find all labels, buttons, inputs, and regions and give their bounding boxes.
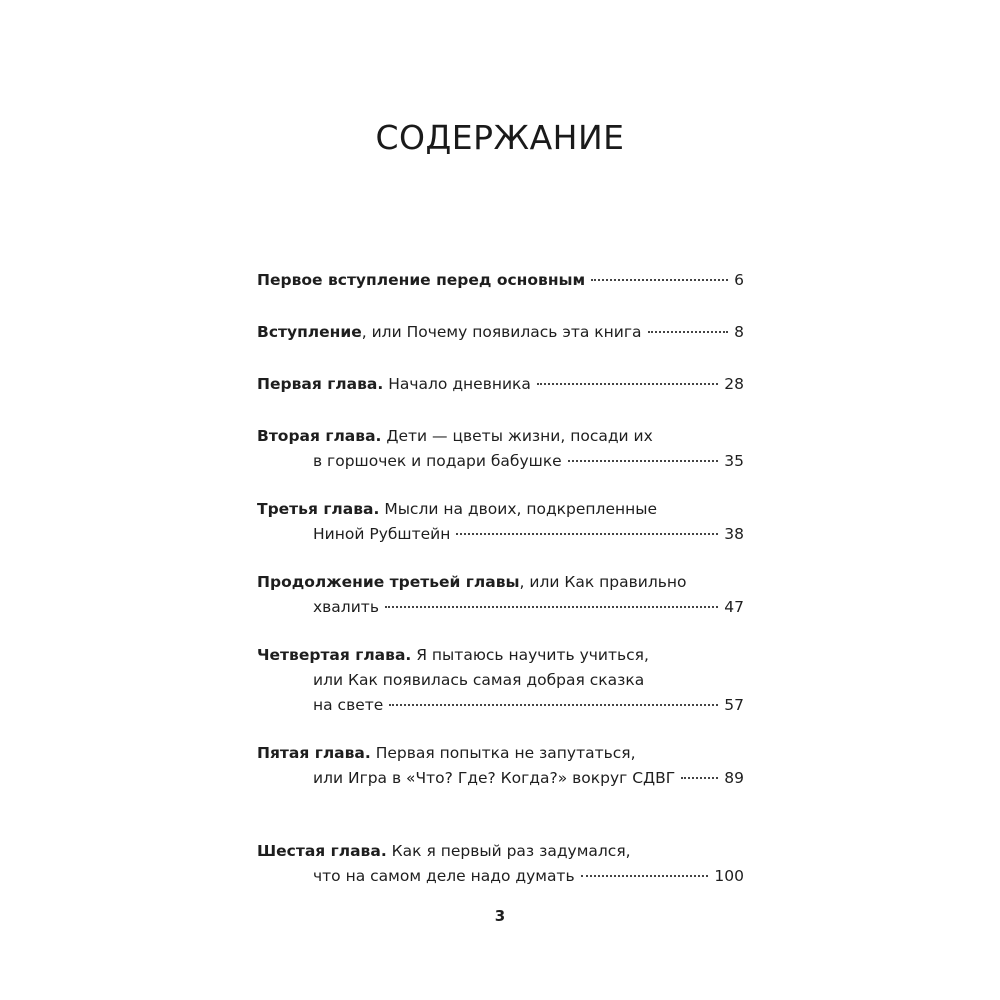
toc-entry-text bbox=[257, 424, 653, 449]
dot-leader bbox=[568, 460, 719, 462]
toc-page-number: 89 bbox=[724, 769, 744, 787]
toc-line bbox=[257, 268, 744, 293]
toc-entry-text bbox=[257, 643, 649, 668]
toc-entry-text bbox=[257, 268, 585, 293]
toc-entry-subtitle: хвалить bbox=[313, 598, 379, 616]
toc-entry-subtitle: , или Как правильно bbox=[519, 573, 687, 591]
toc-entry-subtitle: Как я первый раз задумался, bbox=[386, 842, 631, 860]
toc-line bbox=[257, 372, 744, 397]
toc-line bbox=[257, 643, 744, 668]
toc-line bbox=[257, 741, 744, 766]
toc-entry-text bbox=[313, 864, 575, 889]
toc-page-number: 57 bbox=[724, 696, 744, 714]
toc-entry-heading: Пятая глава. bbox=[257, 744, 371, 762]
toc-entry-text bbox=[257, 372, 531, 397]
toc-entry-text bbox=[313, 766, 675, 791]
toc-line bbox=[257, 668, 744, 693]
toc-line bbox=[257, 320, 744, 345]
toc-entry bbox=[257, 372, 744, 397]
toc-page-number: 6 bbox=[734, 271, 744, 289]
toc-entry-heading: Четвертая глава. bbox=[257, 646, 412, 664]
toc-page-number: 8 bbox=[734, 323, 744, 341]
dot-leader bbox=[581, 875, 709, 877]
toc-page-number: 38 bbox=[724, 525, 744, 543]
toc-entry-text bbox=[313, 522, 450, 547]
toc-entry bbox=[257, 320, 744, 345]
toc-entry-subtitle: в горшочек и подари бабушке bbox=[313, 452, 562, 470]
toc-page-number: 28 bbox=[724, 375, 744, 393]
toc-entry-text bbox=[257, 320, 642, 345]
toc-entry-subtitle: или Как появилась самая добрая сказка bbox=[313, 671, 645, 689]
toc-entry bbox=[257, 741, 744, 791]
toc-entry-heading: Вторая глава. bbox=[257, 427, 382, 445]
toc-entry bbox=[257, 570, 744, 620]
page-number: 3 bbox=[494, 907, 506, 925]
page-title: СОДЕРЖАНИЕ bbox=[375, 118, 625, 157]
toc-line bbox=[257, 449, 744, 474]
dot-leader bbox=[385, 606, 718, 608]
toc-entry-subtitle: что на самом деле надо думать bbox=[313, 867, 575, 885]
toc-entry-subtitle: , или Почему появилась эта книга bbox=[361, 323, 642, 341]
dot-leader bbox=[389, 704, 718, 706]
dot-leader bbox=[681, 777, 718, 779]
toc-entry-text bbox=[257, 839, 631, 864]
toc-entry bbox=[257, 268, 744, 293]
toc-entry-text bbox=[313, 449, 562, 474]
toc-line bbox=[257, 864, 744, 889]
toc-line bbox=[257, 424, 744, 449]
dot-leader bbox=[648, 331, 729, 333]
toc-line bbox=[257, 693, 744, 718]
toc-entry-heading: Первое вступление перед основным bbox=[257, 271, 586, 289]
toc-line bbox=[257, 839, 744, 864]
toc-entry-heading: Шестая глава. bbox=[257, 842, 387, 860]
toc-entry-subtitle: Мысли на двоих, подкрепленные bbox=[379, 500, 658, 518]
toc-entry-subtitle: Ниной Рубштейн bbox=[313, 525, 451, 543]
toc-entry-subtitle: Начало дневника bbox=[383, 375, 531, 393]
toc-entry-text bbox=[313, 595, 379, 620]
toc-entry-text bbox=[313, 668, 644, 693]
toc-entry-subtitle: Я пытаюсь научить учиться, bbox=[411, 646, 649, 664]
toc-line bbox=[257, 595, 744, 620]
toc-entry-subtitle: или Игра в «Что? Где? Когда?» вокруг СДВГ bbox=[313, 769, 676, 787]
toc-entry-text bbox=[257, 741, 636, 766]
toc-entry-text bbox=[257, 497, 657, 522]
toc-line bbox=[257, 766, 744, 791]
toc-entry bbox=[257, 839, 744, 889]
dot-leader bbox=[456, 533, 718, 535]
toc-page-number: 100 bbox=[714, 867, 744, 885]
toc-entry-heading: Продолжение третьей главы bbox=[257, 573, 520, 591]
dot-leader bbox=[537, 383, 718, 385]
toc-entry bbox=[257, 497, 744, 547]
toc-entry bbox=[257, 424, 744, 474]
toc-entry-text bbox=[313, 693, 383, 718]
toc-entry-text bbox=[257, 570, 687, 595]
dot-leader bbox=[591, 279, 728, 281]
toc-entry-subtitle: Дети — цветы жизни, посади их bbox=[381, 427, 653, 445]
toc-entry-subtitle: на свете bbox=[313, 696, 384, 714]
toc-line bbox=[257, 497, 744, 522]
toc-entry-heading: Вступление bbox=[257, 323, 362, 341]
toc-entry-heading: Первая глава. bbox=[257, 375, 384, 393]
toc-line bbox=[257, 570, 744, 595]
toc-entry-subtitle: Первая попытка не запутаться, bbox=[370, 744, 636, 762]
toc-entry bbox=[257, 643, 744, 718]
toc-entry-heading: Третья глава. bbox=[257, 500, 380, 518]
toc-page-number: 47 bbox=[724, 598, 744, 616]
toc-page-number: 35 bbox=[724, 452, 744, 470]
toc-line bbox=[257, 522, 744, 547]
